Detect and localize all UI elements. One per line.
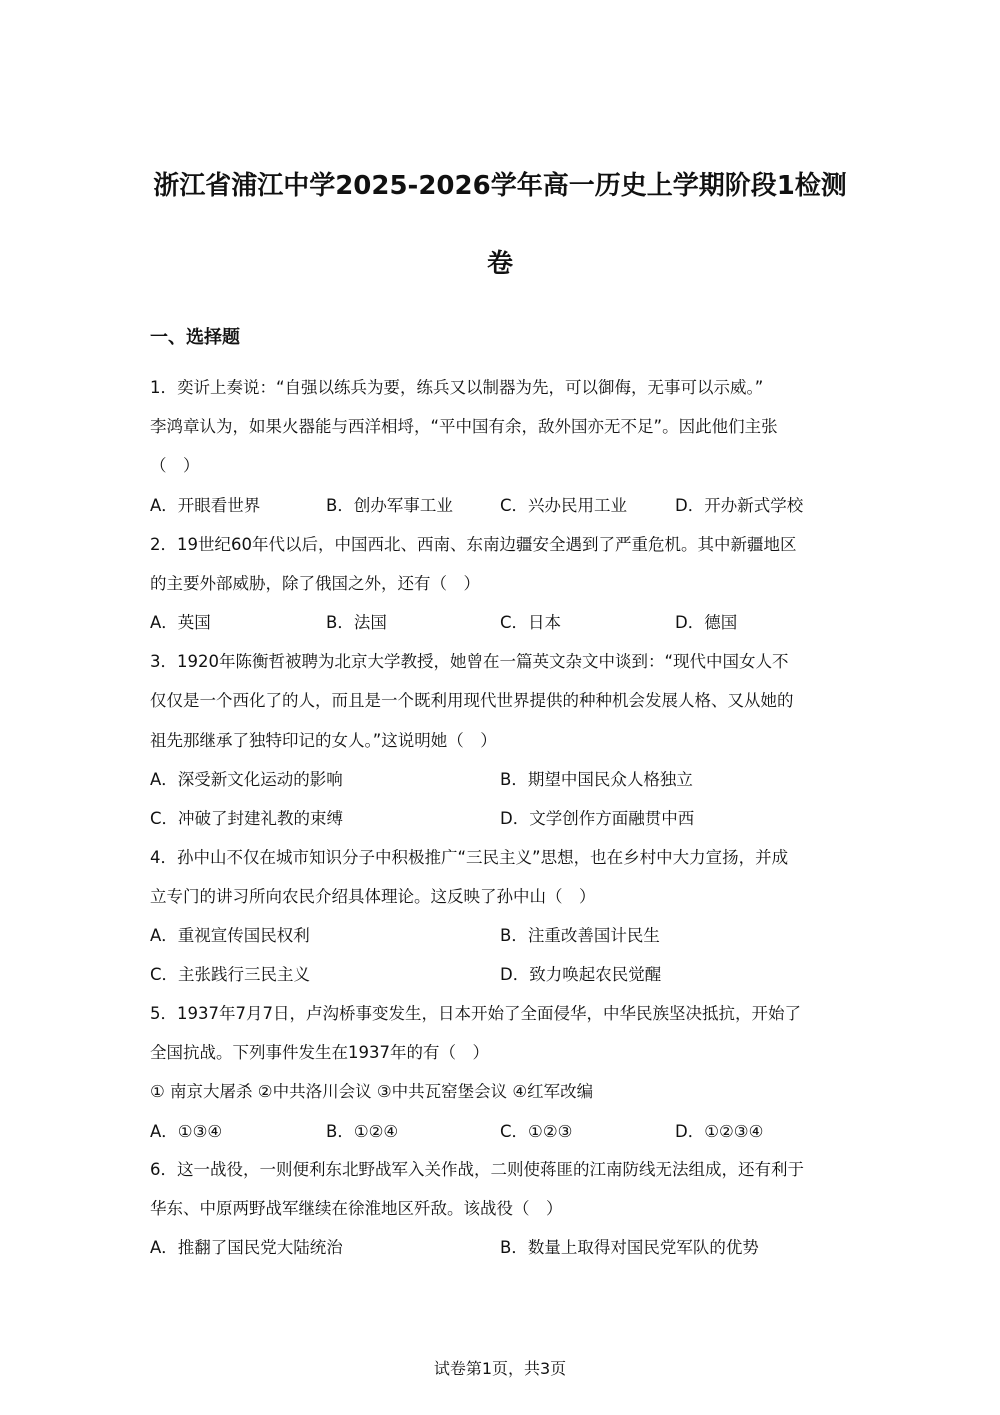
question-5-line-3: ① 南京大屠杀 ②中共洛川会议 ③中共瓦窑堡会议 ④红军改编 xyxy=(150,1082,594,1101)
question-1-option-a[interactable]: A．开眼看世界 xyxy=(150,496,261,515)
exam-title-line-2: 卷 xyxy=(486,249,513,279)
question-6-line-2: 华东、中原两野战军继续在徐淮地区歼敌。该战役（ ） xyxy=(150,1199,563,1218)
question-2-option-c[interactable]: C．日本 xyxy=(500,613,562,632)
question-5-option-a[interactable]: A．①③④ xyxy=(150,1122,223,1141)
question-1-option-d[interactable]: D．开办新式学校 xyxy=(675,496,804,515)
question-4-line-2: 立专门的讲习所向农民介绍具体理论。这反映了孙中山（ ） xyxy=(150,887,596,906)
question-5-option-b[interactable]: B．①②④ xyxy=(326,1122,399,1141)
question-3-option-d[interactable]: D．文学创作方面融贯中西 xyxy=(500,809,695,828)
question-2-line-1: 2．19世纪60年代以后，中国西北、西南、东南边疆安全遇到了严重危机。其中新疆地区 xyxy=(150,535,797,554)
question-6-line-1: 6．这一战役，一则便利东北野战军入关作战，二则使蒋匪的江南防线无法组成，还有利于 xyxy=(150,1160,804,1179)
question-1-line-3: （ ） xyxy=(150,456,200,475)
question-3-option-b[interactable]: B．期望中国民众人格独立 xyxy=(500,770,693,789)
question-3-line-2: 仅仅是一个西化了的人，而且是一个既利用现代世界提供的种种机会发展人格、又从她的 xyxy=(150,691,794,710)
question-6-option-b[interactable]: B．数量上取得对国民党军队的优势 xyxy=(500,1238,759,1257)
question-5-line-2: 全国抗战。下列事件发生在1937年的有（ ） xyxy=(150,1043,489,1062)
page-footer: 试卷第1页，共3页 xyxy=(433,1359,567,1378)
question-1-option-c[interactable]: C．兴办民用工业 xyxy=(500,496,628,515)
question-4-option-b[interactable]: B．注重改善国计民生 xyxy=(500,926,660,945)
question-3-line-1: 3．1920年陈衡哲被聘为北京大学教授，她曾在一篇英文杂文中谈到：“现代中国女人不 xyxy=(150,652,789,671)
question-3-option-c[interactable]: C．冲破了封建礼教的束缚 xyxy=(150,809,344,828)
question-5-line-1: 5．1937年7月7日，卢沟桥事变发生，日本开始了全面侵华，中华民族坚决抵抗，开始了 xyxy=(150,1004,801,1023)
question-2-option-d[interactable]: D．德国 xyxy=(675,613,738,632)
question-2-option-a[interactable]: A．英国 xyxy=(150,613,211,632)
question-4-option-c[interactable]: C．主张践行三民主义 xyxy=(150,965,311,984)
question-5-option-d[interactable]: D．①②③④ xyxy=(675,1122,764,1141)
question-3-line-3: 祖先那继承了独特印记的女人。”这说明她（ ） xyxy=(150,731,497,750)
question-1-option-b[interactable]: B．创办军事工业 xyxy=(326,496,453,515)
question-6-option-a[interactable]: A．推翻了国民党大陆统治 xyxy=(150,1238,343,1257)
section-heading: 一、选择题 xyxy=(150,327,240,348)
question-2-option-b[interactable]: B．法国 xyxy=(326,613,387,632)
question-4-line-1: 4．孙中山不仅在城市知识分子中积极推广“三民主义”思想，也在乡村中大力宣扬，并成 xyxy=(150,848,789,867)
question-2-line-2: 的主要外部威胁，除了俄国之外，还有（ ） xyxy=(150,574,480,593)
question-5-option-c[interactable]: C．①②③ xyxy=(500,1122,573,1141)
question-1-line-1: 1．奕䜣上奏说：“自强以练兵为要，练兵又以制器为先，可以御侮，无事可以示威。” xyxy=(150,378,764,397)
question-4-option-d[interactable]: D．致力唤起农民觉醒 xyxy=(500,965,662,984)
question-4-option-a[interactable]: A．重视宣传国民权利 xyxy=(150,926,310,945)
exam-title-line-1: 浙江省浦江中学2025-2026学年高一历史上学期阶段1检测 xyxy=(153,171,847,201)
question-1-line-2: 李鸿章认为，如果火器能与西洋相埒，“平中国有余，敌外国亦无不足”。因此他们主张 xyxy=(150,417,778,436)
question-3-option-a[interactable]: A．深受新文化运动的影响 xyxy=(150,770,343,789)
